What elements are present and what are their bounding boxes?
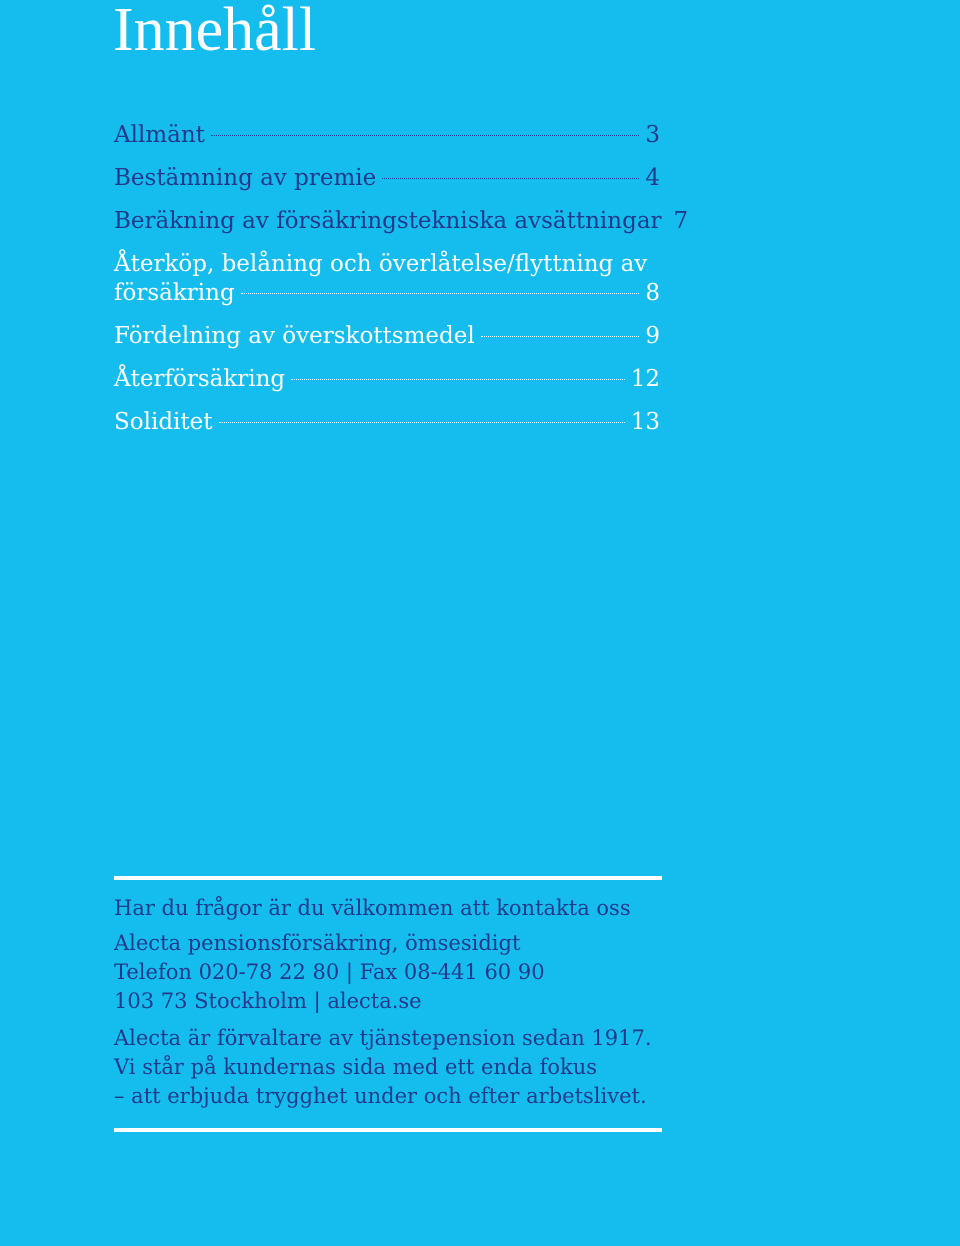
toc-page-number: 7 <box>673 208 689 234</box>
toc-entry-berakning-av-avsattningar[interactable] <box>114 206 689 249</box>
toc-dot-leader <box>219 422 625 423</box>
about-line: – att erbjuda trygghet under och efter arbetslivet. <box>114 1084 647 1108</box>
contact-bottom-divider <box>114 1128 662 1132</box>
toc-dot-leader <box>211 135 639 136</box>
toc-entry-label-line2: försäkring <box>114 280 235 306</box>
about-block <box>114 1024 674 1111</box>
contact-heading: Har du frågor är du välkommen att kontakta oss <box>114 896 631 920</box>
company-name: Alecta pensionsförsäkring, ömsesidigt <box>114 931 521 955</box>
toc-page-number: 12 <box>630 366 660 392</box>
toc-entry-aterforsakring[interactable] <box>114 364 660 407</box>
toc-entry-fordelning-av-overskottsmedel[interactable] <box>114 321 660 364</box>
table-of-contents <box>114 120 689 450</box>
toc-entry-label: Fördelning av överskottsmedel <box>114 323 475 349</box>
contact-top-divider <box>114 876 662 880</box>
phone-fax-line: Telefon 020-78 22 80 | Fax 08-441 60 90 <box>114 960 545 984</box>
toc-dot-leader <box>382 178 639 179</box>
toc-page-number: 13 <box>630 409 660 435</box>
toc-page-number: 3 <box>645 122 660 148</box>
contact-block <box>114 894 674 1117</box>
toc-entry-soliditet[interactable] <box>114 407 660 450</box>
toc-entry-allmant[interactable] <box>114 120 660 163</box>
contact-details-block <box>114 929 674 1016</box>
toc-dot-leader <box>241 293 640 294</box>
about-line: Alecta är förvaltare av tjänstepension sedan 1917. <box>114 1026 652 1050</box>
about-line: Vi står på kundernas sida med ett enda fokus <box>114 1055 598 1079</box>
toc-page-number: 8 <box>645 280 660 306</box>
contact-heading-block <box>114 894 674 923</box>
toc-dot-leader <box>291 379 625 380</box>
toc-page-number: 4 <box>645 165 660 191</box>
toc-entry-label: Allmänt <box>114 122 205 148</box>
toc-entry-label: Bestämning av premie <box>114 165 377 191</box>
toc-entry-label: Återförsäkring <box>114 366 286 392</box>
toc-entry-label: Beräkning av försäkringstekniska avsättningar <box>114 208 662 234</box>
toc-dot-leader <box>481 336 640 337</box>
toc-page-number: 9 <box>645 323 660 349</box>
page-title: Innehåll <box>113 0 317 64</box>
toc-entry-label-line1: Återköp, belåning och överlåtelse/flyttning av <box>114 251 648 277</box>
address-website-line: 103 73 Stockholm | alecta.se <box>114 989 422 1013</box>
toc-entry-label: Soliditet <box>114 409 213 435</box>
toc-entry-aterkop-belaning[interactable] <box>114 249 660 321</box>
toc-entry-bestamning-av-premie[interactable] <box>114 163 660 206</box>
